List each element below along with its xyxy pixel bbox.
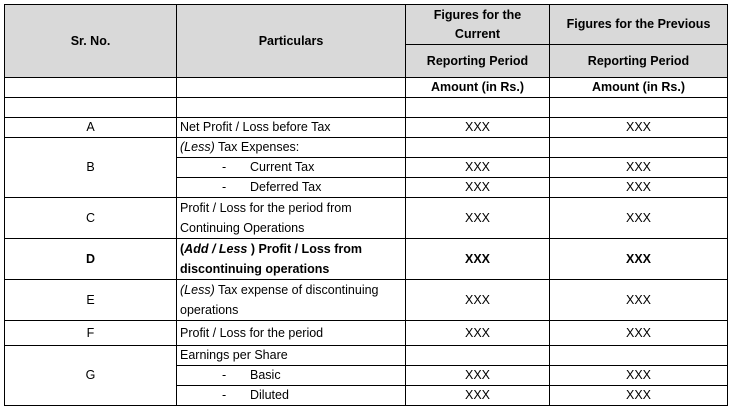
- dash: -: [222, 388, 227, 402]
- row-d-current: XXX: [406, 239, 550, 280]
- row-g-basic: [177, 366, 406, 386]
- row-g-basic-current: XXX: [406, 366, 550, 386]
- profit-loss-table: [4, 4, 728, 406]
- row-d-previous: XXX: [550, 239, 728, 280]
- row-g-particulars: Earnings per Share: [177, 346, 406, 366]
- row-e-text: Tax expense of discontinuing operations: [180, 283, 379, 317]
- empty-cell: [550, 98, 728, 118]
- header-previous-period: Reporting Period: [550, 45, 728, 78]
- header-previous: Figures for the Previous: [550, 5, 728, 45]
- row-b-deferred-tax-label: Deferred Tax: [250, 180, 322, 194]
- row-d-open: (: [180, 242, 185, 256]
- row-b-text: Tax Expenses:: [214, 140, 300, 154]
- row-g-basic-label: Basic: [250, 368, 281, 382]
- row-a-particulars: Net Profit / Loss before Tax: [177, 118, 406, 138]
- row-f-previous: XXX: [550, 321, 728, 346]
- row-d-sr: D: [5, 239, 177, 280]
- empty-cell: [406, 346, 550, 366]
- row-e-previous: XXX: [550, 280, 728, 321]
- row-g-basic-previous: XXX: [550, 366, 728, 386]
- header-previous-amount: Amount (in Rs.): [550, 78, 728, 98]
- row-f-current: XXX: [406, 321, 550, 346]
- empty-cell: [550, 346, 728, 366]
- row-c-current: XXX: [406, 198, 550, 239]
- row-g-diluted: [177, 386, 406, 406]
- row-e-current: XXX: [406, 280, 550, 321]
- empty-cell: [406, 98, 550, 118]
- row-a-current: XXX: [406, 118, 550, 138]
- header-current-period: Reporting Period: [406, 45, 550, 78]
- row-b-deferred-tax-current: XXX: [406, 178, 550, 198]
- row-b-current-tax: [177, 158, 406, 178]
- header-particulars: Particulars: [177, 5, 406, 78]
- row-a-sr: A: [5, 118, 177, 138]
- row-g-diluted-current: XXX: [406, 386, 550, 406]
- row-b-current-tax-current: XXX: [406, 158, 550, 178]
- empty-cell: [177, 98, 406, 118]
- row-f-sr: F: [5, 321, 177, 346]
- header-current: [406, 5, 550, 45]
- header-sr-no: Sr. No.: [5, 5, 177, 78]
- row-a-previous: XXX: [550, 118, 728, 138]
- row-d-text: ) Profit / Loss from discontinuing operations: [180, 242, 362, 276]
- row-b-current-tax-label: Current Tax: [250, 160, 315, 174]
- empty-cell: [550, 138, 728, 158]
- row-d-particulars: [177, 239, 406, 280]
- row-e-sr: E: [5, 280, 177, 321]
- row-b-less: (Less): [180, 140, 215, 154]
- header-current-line2: Current: [454, 26, 501, 41]
- row-b-deferred-tax-previous: XXX: [550, 178, 728, 198]
- row-d-add-less: Add / Less: [184, 242, 248, 256]
- row-e-less: (Less): [180, 283, 215, 297]
- row-b-current-tax-previous: XXX: [550, 158, 728, 178]
- row-e-particulars: [177, 280, 406, 321]
- row-f-particulars: Profit / Loss for the period: [177, 321, 406, 346]
- empty-cell: [5, 78, 177, 98]
- empty-cell: [177, 78, 406, 98]
- row-c-particulars: Profit / Loss for the period from Continuing Operations: [177, 198, 406, 239]
- row-g-diluted-label: Diluted: [250, 388, 289, 402]
- row-g-diluted-previous: XXX: [550, 386, 728, 406]
- empty-cell: [5, 98, 177, 118]
- header-current-line1: Figures for the: [433, 7, 522, 22]
- row-b-particulars: [177, 138, 406, 158]
- row-c-previous: XXX: [550, 198, 728, 239]
- row-c-sr: C: [5, 198, 177, 239]
- dash: -: [222, 160, 227, 174]
- dash: -: [222, 180, 227, 194]
- row-g-sr: G: [5, 346, 177, 406]
- dash: -: [222, 368, 227, 382]
- header-current-amount: Amount (in Rs.): [406, 78, 550, 98]
- row-b-sr: B: [5, 138, 177, 198]
- row-b-deferred-tax: [177, 178, 406, 198]
- empty-cell: [406, 138, 550, 158]
